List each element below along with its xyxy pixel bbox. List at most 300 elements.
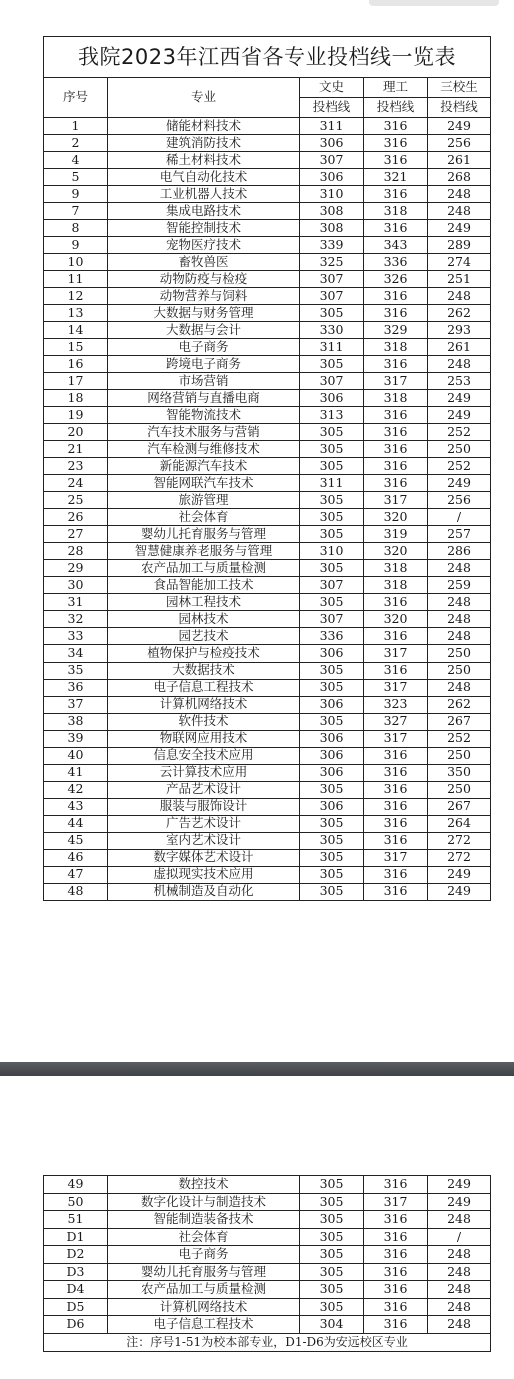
viewer-top-bar [0, 0, 514, 12]
table-row [44, 118, 491, 135]
cell-no: 26 [44, 509, 108, 526]
cell-major: 婴幼儿托育服务与管理 [108, 526, 300, 543]
table-row [44, 203, 491, 220]
cell-three: 248 [428, 628, 491, 645]
table-row [44, 798, 491, 815]
cell-major: 计算机网络技术 [108, 696, 300, 713]
cell-three: 248 [428, 1211, 491, 1229]
cell-major: 智能制造装备技术 [108, 1211, 300, 1229]
cell-arts: 307 [300, 611, 364, 628]
cell-three: 250 [428, 662, 491, 679]
cell-three: / [428, 509, 491, 526]
cell-major: 食品智能加工技术 [108, 577, 300, 594]
cell-major: 植物保护与检疫技术 [108, 645, 300, 662]
cell-arts: 305 [300, 781, 364, 798]
page-title: 我院2023年江西省各专业投档线一览表 [44, 37, 491, 78]
cell-sci: 317 [364, 645, 428, 662]
cell-arts: 305 [300, 1263, 364, 1281]
cell-no: 16 [44, 356, 108, 373]
cell-major: 电子信息工程技术 [108, 679, 300, 696]
cell-three: 261 [428, 339, 491, 356]
cell-sci: 329 [364, 322, 428, 339]
cell-three: 249 [428, 1193, 491, 1211]
cell-major: 网络营销与直播电商 [108, 390, 300, 407]
cell-arts: 305 [300, 492, 364, 509]
cell-no: 27 [44, 526, 108, 543]
cell-arts: 305 [300, 1246, 364, 1264]
cell-major: 园艺技术 [108, 628, 300, 645]
cell-major: 农产品加工与质量检测 [108, 1281, 300, 1299]
cell-arts: 304 [300, 1316, 364, 1334]
cell-major: 智能网联汽车技术 [108, 475, 300, 492]
cell-no: 14 [44, 322, 108, 339]
cell-three: 250 [428, 645, 491, 662]
table-row [44, 1246, 491, 1264]
table-row [44, 781, 491, 798]
cell-no: 4 [44, 152, 108, 169]
cell-three: 272 [428, 832, 491, 849]
cell-three: 289 [428, 237, 491, 254]
header-arts-bottom: 投档线 [300, 98, 364, 118]
cell-sci: 316 [364, 594, 428, 611]
cell-arts: 305 [300, 883, 364, 900]
cell-arts: 305 [300, 866, 364, 883]
cell-three: 248 [428, 186, 491, 203]
cell-major: 数字媒体艺术设计 [108, 849, 300, 866]
cell-major: 旅游管理 [108, 492, 300, 509]
cell-arts: 306 [300, 390, 364, 407]
cell-no: 2 [44, 135, 108, 152]
cell-no: 37 [44, 696, 108, 713]
cell-three: 272 [428, 849, 491, 866]
table-row [44, 883, 491, 900]
cell-sci: 316 [364, 1316, 428, 1334]
cell-major: 畜牧兽医 [108, 254, 300, 271]
cell-major: 物联网应用技术 [108, 730, 300, 747]
cell-sci: 326 [364, 271, 428, 288]
cell-arts: 305 [300, 1211, 364, 1229]
header-three-bottom: 投档线 [428, 98, 491, 118]
cell-arts: 306 [300, 696, 364, 713]
cell-three: 252 [428, 730, 491, 747]
table-row [44, 526, 491, 543]
table-row [44, 577, 491, 594]
cell-major: 信息安全技术应用 [108, 747, 300, 764]
cell-no: 41 [44, 764, 108, 781]
cell-major: 市场营销 [108, 373, 300, 390]
cell-major: 动物防疫与检疫 [108, 271, 300, 288]
cell-no: 35 [44, 662, 108, 679]
table-row [44, 220, 491, 237]
cell-no: 13 [44, 305, 108, 322]
cell-sci: 316 [364, 883, 428, 900]
cell-arts: 305 [300, 560, 364, 577]
cell-major: 数控技术 [108, 1176, 300, 1194]
cell-no: D1 [44, 1228, 108, 1246]
table-row [44, 866, 491, 883]
cell-sci: 320 [364, 509, 428, 526]
cell-sci: 316 [364, 118, 428, 135]
cell-three: 250 [428, 781, 491, 798]
header-three-top: 三校生 [428, 78, 491, 98]
cell-arts: 305 [300, 832, 364, 849]
cell-no: D3 [44, 1263, 108, 1281]
table-row [44, 254, 491, 271]
cell-arts: 305 [300, 356, 364, 373]
table-row [44, 730, 491, 747]
cell-sci: 343 [364, 237, 428, 254]
cell-three: 249 [428, 118, 491, 135]
cell-no: 5 [44, 169, 108, 186]
cell-arts: 336 [300, 628, 364, 645]
cell-no: 40 [44, 747, 108, 764]
cell-no: 28 [44, 543, 108, 560]
cell-arts: 305 [300, 305, 364, 322]
cell-sci: 316 [364, 1263, 428, 1281]
table-row [44, 543, 491, 560]
cell-sci: 317 [364, 492, 428, 509]
cell-major: 计算机网络技术 [108, 1298, 300, 1316]
cell-three: 293 [428, 322, 491, 339]
cell-sci: 316 [364, 458, 428, 475]
admission-table-page1 [43, 36, 491, 901]
cell-major: 农产品加工与质量检测 [108, 560, 300, 577]
table-row [44, 560, 491, 577]
table-row [44, 322, 491, 339]
table-row [44, 475, 491, 492]
table-row [44, 747, 491, 764]
table-row [44, 1298, 491, 1316]
cell-three: 250 [428, 747, 491, 764]
cell-arts: 305 [300, 424, 364, 441]
cell-three: 268 [428, 169, 491, 186]
cell-sci: 316 [364, 186, 428, 203]
cell-sci: 319 [364, 526, 428, 543]
table-row [44, 1263, 491, 1281]
cell-three: 249 [428, 866, 491, 883]
cell-no: 20 [44, 424, 108, 441]
cell-sci: 323 [364, 696, 428, 713]
cell-sci: 317 [364, 679, 428, 696]
cell-arts: 305 [300, 679, 364, 696]
cell-sci: 316 [364, 288, 428, 305]
cell-sci: 316 [364, 1228, 428, 1246]
cell-sci: 316 [364, 832, 428, 849]
table-row [44, 390, 491, 407]
cell-sci: 316 [364, 662, 428, 679]
cell-three: 256 [428, 492, 491, 509]
cell-arts: 310 [300, 186, 364, 203]
cell-no: 9 [44, 186, 108, 203]
cell-arts: 305 [300, 1193, 364, 1211]
cell-three: 248 [428, 611, 491, 628]
cell-three: 250 [428, 441, 491, 458]
cell-no: 1 [44, 118, 108, 135]
header-major: 专业 [108, 78, 300, 118]
cell-arts: 305 [300, 594, 364, 611]
cell-major: 机械制造及自动化 [108, 883, 300, 900]
table-row [44, 815, 491, 832]
cell-arts: 307 [300, 373, 364, 390]
header-sci-top: 理工 [364, 78, 428, 98]
cell-sci: 316 [364, 135, 428, 152]
cell-sci: 316 [364, 220, 428, 237]
cell-no: 50 [44, 1193, 108, 1211]
table-row [44, 611, 491, 628]
cell-arts: 307 [300, 577, 364, 594]
cell-arts: 311 [300, 118, 364, 135]
table-row [44, 237, 491, 254]
cell-three: 252 [428, 424, 491, 441]
cell-three: 261 [428, 152, 491, 169]
cell-three: 249 [428, 475, 491, 492]
cell-major: 跨境电子商务 [108, 356, 300, 373]
cell-arts: 306 [300, 747, 364, 764]
cell-arts: 305 [300, 815, 364, 832]
cell-major: 服装与服饰设计 [108, 798, 300, 815]
cell-arts: 306 [300, 730, 364, 747]
cell-sci: 317 [364, 1193, 428, 1211]
cell-sci: 318 [364, 203, 428, 220]
cell-arts: 305 [300, 1298, 364, 1316]
table-row [44, 373, 491, 390]
cell-major: 电子信息工程技术 [108, 1316, 300, 1334]
cell-arts: 308 [300, 203, 364, 220]
header-sci-bottom: 投档线 [364, 98, 428, 118]
table-row [44, 764, 491, 781]
cell-sci: 317 [364, 849, 428, 866]
cell-sci: 318 [364, 577, 428, 594]
table-row [44, 645, 491, 662]
cell-three: 248 [428, 1298, 491, 1316]
cell-three: 267 [428, 798, 491, 815]
cell-major: 电子商务 [108, 1246, 300, 1264]
table-row [44, 1211, 491, 1229]
table-row [44, 1228, 491, 1246]
table-row [44, 356, 491, 373]
cell-three: / [428, 1228, 491, 1246]
cell-sci: 316 [364, 1281, 428, 1299]
cell-no: 8 [44, 220, 108, 237]
table-row [44, 424, 491, 441]
cell-no: 25 [44, 492, 108, 509]
cell-arts: 310 [300, 543, 364, 560]
cell-sci: 316 [364, 815, 428, 832]
cell-no: 46 [44, 849, 108, 866]
cell-three: 251 [428, 271, 491, 288]
table-row [44, 271, 491, 288]
table-row [44, 339, 491, 356]
cell-sci: 316 [364, 764, 428, 781]
table-row [44, 628, 491, 645]
cell-three: 249 [428, 883, 491, 900]
cell-sci: 316 [364, 407, 428, 424]
cell-three: 262 [428, 696, 491, 713]
cell-three: 286 [428, 543, 491, 560]
cell-three: 257 [428, 526, 491, 543]
table-row [44, 679, 491, 696]
cell-sci: 316 [364, 798, 428, 815]
cell-no: 30 [44, 577, 108, 594]
cell-arts: 305 [300, 1228, 364, 1246]
cell-major: 社会体育 [108, 1228, 300, 1246]
cell-sci: 318 [364, 560, 428, 577]
cell-no: 10 [44, 254, 108, 271]
header-no: 序号 [44, 78, 108, 118]
cell-no: 45 [44, 832, 108, 849]
cell-major: 大数据与会计 [108, 322, 300, 339]
cell-no: 32 [44, 611, 108, 628]
cell-major: 稀土材料技术 [108, 152, 300, 169]
cell-three: 248 [428, 1316, 491, 1334]
cell-major: 婴幼儿托育服务与管理 [108, 1263, 300, 1281]
cell-three: 248 [428, 1263, 491, 1281]
cell-sci: 316 [364, 747, 428, 764]
cell-major: 汽车技术服务与营销 [108, 424, 300, 441]
cell-sci: 316 [364, 441, 428, 458]
cell-arts: 306 [300, 764, 364, 781]
cell-no: 34 [44, 645, 108, 662]
cell-no: 38 [44, 713, 108, 730]
cell-arts: 325 [300, 254, 364, 271]
table-row [44, 288, 491, 305]
table-row [44, 305, 491, 322]
cell-sci: 336 [364, 254, 428, 271]
cell-arts: 339 [300, 237, 364, 254]
cell-no: 43 [44, 798, 108, 815]
cell-no: 11 [44, 271, 108, 288]
table-row [44, 135, 491, 152]
cell-three: 248 [428, 560, 491, 577]
cell-no: 39 [44, 730, 108, 747]
cell-major: 室内艺术设计 [108, 832, 300, 849]
table-row [44, 832, 491, 849]
cell-three: 262 [428, 305, 491, 322]
cell-major: 电子商务 [108, 339, 300, 356]
cell-no: 29 [44, 560, 108, 577]
cell-arts: 307 [300, 288, 364, 305]
cell-major: 数字化设计与制造技术 [108, 1193, 300, 1211]
cell-arts: 305 [300, 713, 364, 730]
cell-major: 电气自动化技术 [108, 169, 300, 186]
table-row [44, 152, 491, 169]
cell-sci: 316 [364, 152, 428, 169]
viewer-tab-edge [369, 0, 499, 6]
cell-sci: 316 [364, 781, 428, 798]
cell-arts: 306 [300, 169, 364, 186]
cell-sci: 316 [364, 1176, 428, 1194]
table-row [44, 594, 491, 611]
cell-major: 大数据技术 [108, 662, 300, 679]
cell-major: 集成电路技术 [108, 203, 300, 220]
page-gap-top [0, 958, 514, 1062]
table-row [44, 186, 491, 203]
cell-three: 248 [428, 203, 491, 220]
cell-no: 44 [44, 815, 108, 832]
cell-arts: 308 [300, 220, 364, 237]
cell-no: 9 [44, 237, 108, 254]
cell-arts: 305 [300, 849, 364, 866]
cell-three: 248 [428, 679, 491, 696]
cell-three: 256 [428, 135, 491, 152]
cell-sci: 320 [364, 543, 428, 560]
cell-no: 18 [44, 390, 108, 407]
table-row [44, 696, 491, 713]
table-row [44, 441, 491, 458]
cell-three: 253 [428, 373, 491, 390]
cell-no: 48 [44, 883, 108, 900]
cell-no: 12 [44, 288, 108, 305]
cell-three: 248 [428, 594, 491, 611]
cell-sci: 317 [364, 373, 428, 390]
cell-three: 248 [428, 288, 491, 305]
cell-sci: 316 [364, 628, 428, 645]
cell-major: 智能物流技术 [108, 407, 300, 424]
cell-arts: 305 [300, 1176, 364, 1194]
cell-no: D6 [44, 1316, 108, 1334]
table-row [44, 849, 491, 866]
cell-major: 软件技术 [108, 713, 300, 730]
cell-three: 248 [428, 1246, 491, 1264]
cell-three: 350 [428, 764, 491, 781]
table-row [44, 509, 491, 526]
page-divider [0, 1062, 514, 1076]
cell-arts: 306 [300, 645, 364, 662]
cell-sci: 327 [364, 713, 428, 730]
footnote: 注：序号1-51为校本部专业，D1-D6为安远校区专业 [44, 1333, 491, 1351]
cell-three: 248 [428, 1281, 491, 1299]
cell-three: 249 [428, 407, 491, 424]
cell-no: 7 [44, 203, 108, 220]
cell-arts: 305 [300, 441, 364, 458]
cell-no: 47 [44, 866, 108, 883]
cell-no: 21 [44, 441, 108, 458]
cell-three: 267 [428, 713, 491, 730]
table-row [44, 169, 491, 186]
table-row [44, 407, 491, 424]
cell-sci: 316 [364, 1246, 428, 1264]
cell-no: 19 [44, 407, 108, 424]
cell-no: D4 [44, 1281, 108, 1299]
cell-arts: 305 [300, 458, 364, 475]
table-row [44, 662, 491, 679]
cell-no: 33 [44, 628, 108, 645]
cell-arts: 305 [300, 526, 364, 543]
cell-three: 264 [428, 815, 491, 832]
cell-major: 动物营养与饲料 [108, 288, 300, 305]
cell-sci: 317 [364, 730, 428, 747]
cell-three: 252 [428, 458, 491, 475]
cell-arts: 305 [300, 509, 364, 526]
cell-major: 广告艺术设计 [108, 815, 300, 832]
cell-sci: 316 [364, 356, 428, 373]
cell-arts: 307 [300, 152, 364, 169]
header-arts-top: 文史 [300, 78, 364, 98]
cell-sci: 320 [364, 611, 428, 628]
cell-sci: 316 [364, 305, 428, 322]
cell-three: 249 [428, 220, 491, 237]
cell-arts: 307 [300, 271, 364, 288]
table-row [44, 458, 491, 475]
cell-no: 23 [44, 458, 108, 475]
cell-major: 虚拟现实技术应用 [108, 866, 300, 883]
cell-sci: 316 [364, 475, 428, 492]
table-row [44, 713, 491, 730]
cell-arts: 305 [300, 662, 364, 679]
cell-arts: 330 [300, 322, 364, 339]
cell-no: 42 [44, 781, 108, 798]
cell-major: 社会体育 [108, 509, 300, 526]
